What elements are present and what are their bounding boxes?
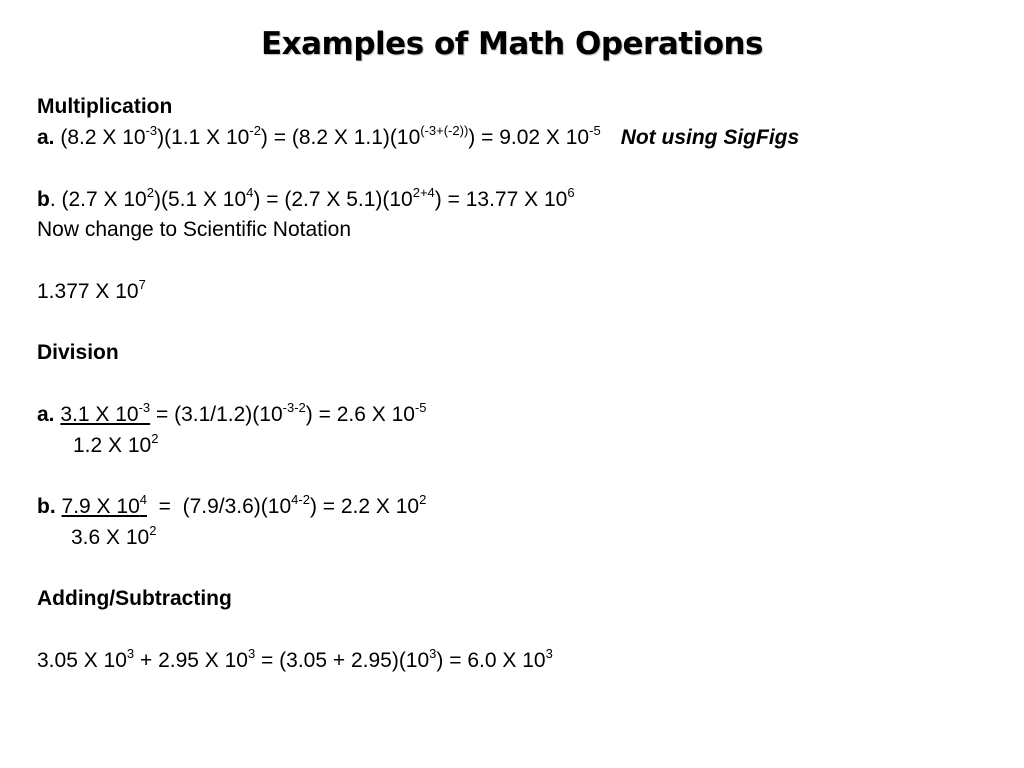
- division-heading: Division: [37, 341, 119, 364]
- expression-text: ) = 13.77 X 10: [434, 188, 568, 211]
- denominator: 3.6 X 10: [71, 526, 150, 549]
- example-label: a.: [37, 403, 55, 426]
- exponent: -5: [414, 400, 427, 415]
- expression-text: ) = (2.7 X 5.1)(10: [253, 188, 413, 211]
- expression-text: )(5.1 X 10: [153, 188, 247, 211]
- exponent: 3: [545, 646, 553, 661]
- exponent: -2: [249, 123, 261, 138]
- exponent: 3: [126, 646, 135, 661]
- multiplication-example-a: [37, 123, 800, 150]
- slide-title: Examples of Math Operations: [260, 26, 764, 62]
- exponent: -3: [138, 400, 151, 415]
- example-label: a.: [37, 126, 55, 149]
- exponent: 4: [139, 492, 147, 507]
- expression-text: ) = 2.2 X 10: [309, 495, 420, 518]
- expression-text: = (3.05 + 2.95)(10: [255, 649, 430, 672]
- exponent: 3: [247, 646, 256, 661]
- exponent: 7: [138, 277, 146, 292]
- numerator: 3.1 X $10^{-3}$: [60, 400, 151, 426]
- exponent: 3: [429, 646, 437, 661]
- scientific-notation-result: [37, 277, 146, 304]
- expression-text: (8.2 X 10: [54, 126, 146, 149]
- division-denominator-a: [37, 431, 159, 458]
- exponent: 4: [246, 185, 254, 200]
- expression-text: ) = 6.0 X 10: [436, 649, 546, 672]
- division-denominator-b: [37, 523, 157, 550]
- multiplication-heading: Multiplication: [37, 95, 173, 118]
- numerator: 7.9 X $10^4$: [61, 492, 147, 518]
- expression-text: ) = (8.2 X 1.1)(10: [260, 126, 421, 149]
- adding-subtracting-heading: Adding/Subtracting: [37, 587, 232, 610]
- exponent: 2+4: [412, 185, 435, 200]
- division-example-b: [37, 492, 427, 519]
- expression-text: 3.05 X 10: [37, 649, 127, 672]
- scientific-notation-instruction: Now change to Scientific Notation: [37, 218, 352, 241]
- sigfigs-note: Not using SigFigs: [620, 126, 800, 149]
- expression-text: = (7.9/3.6)(10: [146, 495, 292, 518]
- expression-text: )(1.1 X 10: [157, 126, 250, 149]
- exponent: 2: [149, 523, 157, 538]
- adding-example: [37, 646, 553, 673]
- example-label: b.: [37, 495, 56, 518]
- multiplication-example-b: [37, 185, 575, 212]
- expression-text: ) = 2.6 X 10: [305, 403, 415, 426]
- division-example-a: [37, 400, 427, 427]
- example-label: b: [37, 188, 50, 211]
- exponent: -3-2: [282, 400, 306, 415]
- expression-text: . (2.7 X 10: [49, 188, 147, 211]
- exponent: 2: [419, 492, 427, 507]
- denominator: 1.2 X 10: [73, 434, 152, 457]
- exponent: 2: [146, 185, 154, 200]
- expression-text: ) = 9.02 X 10: [468, 126, 590, 149]
- exponent: -5: [589, 123, 601, 138]
- exponent: 2: [151, 431, 159, 446]
- expression-text: + 2.95 X 10: [134, 649, 248, 672]
- exponent: 6: [567, 185, 575, 200]
- exponent: 4-2: [291, 492, 310, 507]
- expression-text: 1.377 X 10: [37, 280, 139, 303]
- exponent: (-3+(-2)): [420, 123, 469, 138]
- exponent: -3: [145, 123, 158, 138]
- expression-text: = (3.1/1.2)(10: [150, 403, 283, 426]
